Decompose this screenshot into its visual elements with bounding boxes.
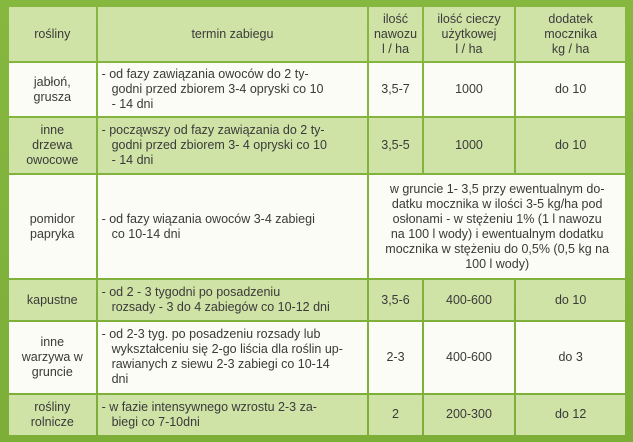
term-cell: - od fazy wiązania owoców 3-4 zabiegi co 10-14 dni <box>98 175 368 278</box>
fertilizer-cell: 3,5-5 <box>369 118 421 173</box>
header-term: termin zabiegu <box>98 7 368 61</box>
table-row <box>9 175 625 278</box>
table-row <box>9 63 625 115</box>
liquid-cell: 1000 <box>424 118 515 173</box>
table-row <box>9 322 625 393</box>
header-liquid: ilość cieczy użytkowej l / ha <box>424 7 515 61</box>
fertilizer-cell: 2-3 <box>369 322 421 393</box>
urea-cell: do 10 <box>516 63 625 115</box>
plant-cell: inne warzywa w gruncie <box>9 322 96 393</box>
header-urea: dodatek mocznika kg / ha <box>516 7 625 61</box>
header-plants: rośliny <box>9 7 96 61</box>
table-header-row <box>9 7 625 61</box>
fertilizer-cell: 3,5-6 <box>369 280 421 320</box>
spray-schedule-table <box>7 5 627 437</box>
application-note-cell: w gruncie 1- 3,5 przy ewentualnym do- datku mocznika w ilości 3-5 kg/ha pod osłonami - w stężeniu 1% (1 l nawozu na 100 l wody) i ewentualnym dodatku mocznika w stężeniu do 0,5% (0,5 kg na 100 l wody) <box>369 175 625 278</box>
term-cell: - od fazy zawiązania owoców do 2 ty- godni przed zbiorem 3-4 opryski co 10 - 14 dni <box>98 63 368 115</box>
table-row <box>9 118 625 173</box>
urea-cell: do 10 <box>516 118 625 173</box>
liquid-cell: 400-600 <box>424 322 515 393</box>
urea-cell: do 12 <box>516 395 625 435</box>
fertilizer-cell: 3,5-7 <box>369 63 421 115</box>
term-cell: - począwszy od fazy zawiązania do 2 ty- godni przed zbiorem 3- 4 opryski co 10 - 14 dni <box>98 118 368 173</box>
table-row <box>9 280 625 320</box>
table-row <box>9 395 625 435</box>
liquid-cell: 200-300 <box>424 395 515 435</box>
fertilizer-cell: 2 <box>369 395 421 435</box>
plant-cell: jabłoń, grusza <box>9 63 96 115</box>
plant-cell: kapustne <box>9 280 96 320</box>
term-cell: - w fazie intensywnego wzrostu 2-3 za- biegi co 7-10dni <box>98 395 368 435</box>
urea-cell: do 3 <box>516 322 625 393</box>
header-fertilizer: ilość nawozu l / ha <box>369 7 421 61</box>
plant-cell: inne drzewa owocowe <box>9 118 96 173</box>
plant-cell: pomidor papryka <box>9 175 96 278</box>
plant-cell: rośliny rolnicze <box>9 395 96 435</box>
urea-cell: do 10 <box>516 280 625 320</box>
liquid-cell: 400-600 <box>424 280 515 320</box>
liquid-cell: 1000 <box>424 63 515 115</box>
term-cell: - od 2 - 3 tygodni po posadzeniu rozsady - 3 do 4 zabiegów co 10-12 dni <box>98 280 368 320</box>
term-cell: - od 2-3 tyg. po posadzeniu rozsady lub wykształceniu się 2-go liścia dla roślin up- rawianych z siewu 2-3 zabiegi co 10-14 dni <box>98 322 368 393</box>
